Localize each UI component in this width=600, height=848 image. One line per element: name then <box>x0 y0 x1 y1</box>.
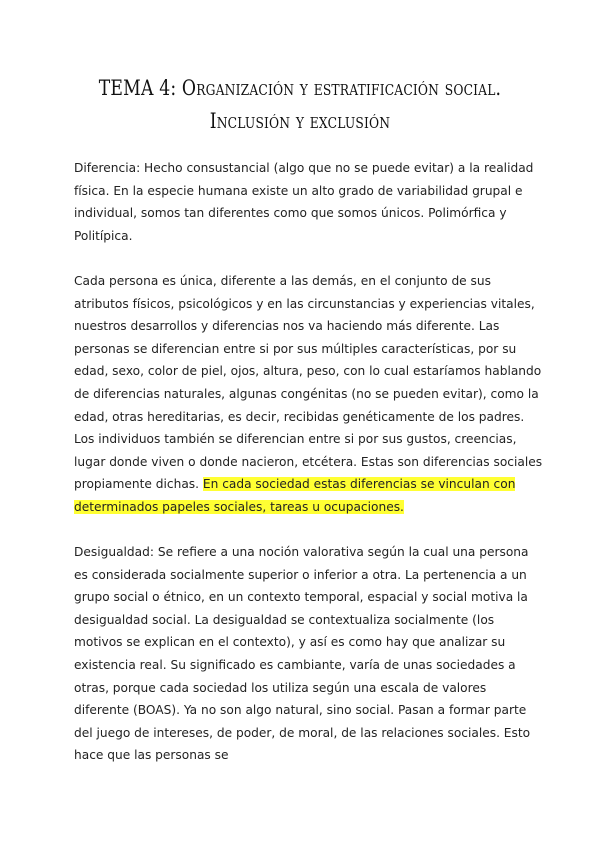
document-body <box>74 157 544 790</box>
paragraph-text: Desigualdad: Se refiere a una noción valorativa según la cual una persona es considerada socialmente superior o inferior a otra. La pertenencia a un grupo social o étnico, en un contexto temporal, espacial y social motiva la desigualdad social. La desigualdad se contextualiza socialmente (los motivos se explican en el contexto), y así es como hay que analizar su existencia real. Su significado es cambiante, varía de unas sociedades a otras, porque cada sociedad los utiliza según una escala de valores diferente (BOAS). Ya no son algo natural, sino social. Pasan a formar parte del juego de intereses, de poder, de moral, de las relaciones sociales. Esto hace que las personas se <box>74 545 531 763</box>
paragraph-text: Cada persona es única, diferente a las demás, en el conjunto de sus atributos físicos, psicológicos y en las circunstancias y experiencias vitales, nuestros desarrollos y diferencias nos va haciendo más diferente. Las personas se diferencian entre si por sus múltiples características, por su edad, sexo, color de piel, ojos, altura, peso, con lo cual estaríamos hablando de diferencias naturales, algunas congénitas (no se pueden evitar), como la edad, otras hereditarias, es decir, recibidas genéticamente de los padres. Los individuos también se diferencian entre si por sus gustos, creencias, lugar donde viven o donde nacieron, etcétera. Estas son diferencias sociales propiamente dichas. <box>74 273 543 492</box>
paragraph-diferencia <box>74 157 544 247</box>
paragraph-cada-persona <box>74 270 544 519</box>
paragraph-desigualdad <box>74 541 544 767</box>
highlighted-sentence: En cada sociedad estas diferencias se vinculan con determinados papeles sociales, tareas u ocupaciones. <box>74 477 516 514</box>
document-title: TEMA 4: Organización y estratificación social. Inclusión y exclusión <box>98 76 502 133</box>
paragraph-text: Diferencia: Hecho consustancial (algo que no se puede evitar) a la realidad física. En la especie humana existe un alto grado de variabilidad grupal e individual, somos tan diferentes como que somos únicos. Polimórfica y Politípica. <box>74 161 534 243</box>
